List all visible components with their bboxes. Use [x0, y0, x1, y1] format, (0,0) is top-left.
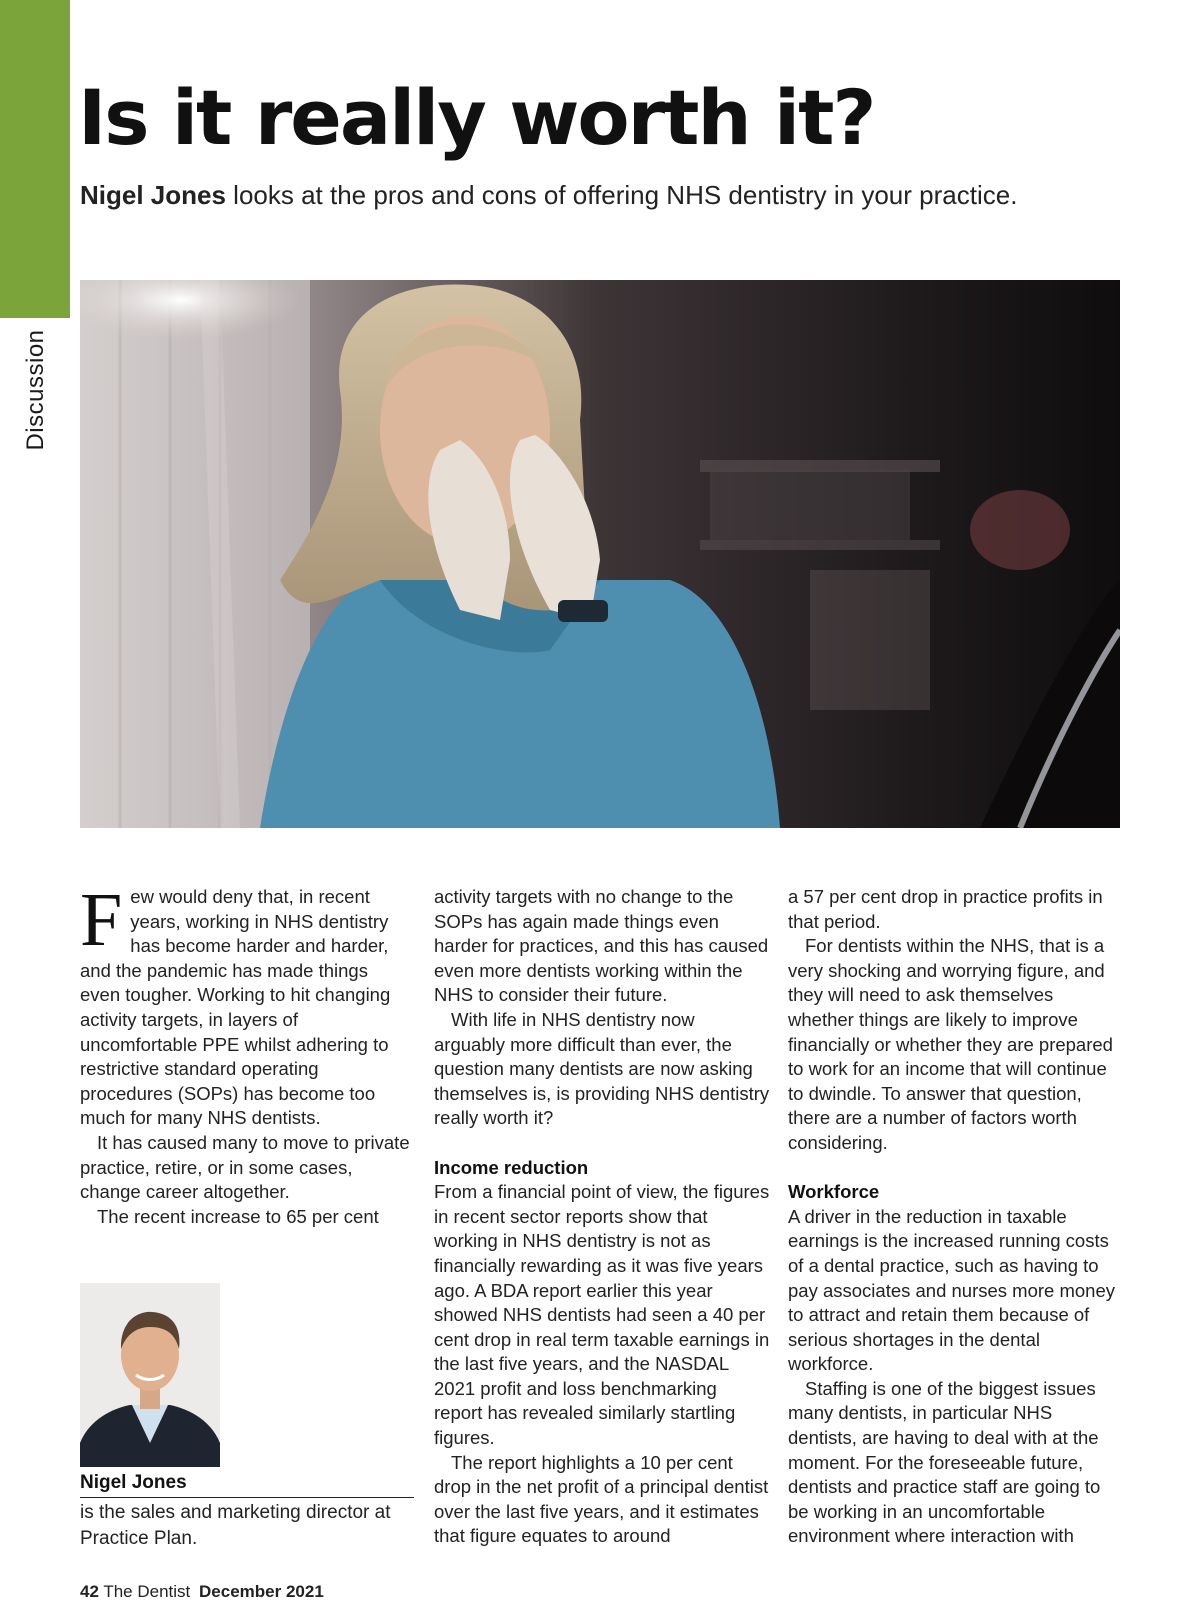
- bio-text: is the sales and marketing director at Practice Plan.: [80, 1502, 391, 1549]
- standfirst: [80, 180, 1017, 211]
- dropcap: F: [80, 878, 123, 962]
- article-paragraph: It has caused many to move to private practice, retire, or in some cases, change career altogether.: [80, 1131, 410, 1203]
- article-paragraph: With life in NHS dentistry now arguably more difficult than ever, the question many dentists are now asking themselves is, is providing NHS dentistry really worth it?: [434, 1008, 770, 1129]
- article-paragraph: From a financial point of view, the figures in recent sector reports show that working in NHS dentistry is not as financially rewarding as it was five years ago. A BDA report earlier this year showed NHS dentists had seen a 40 per cent drop in real term taxable earnings in the last five years, and the NASDAL 2021 profit and loss benchmarking report has revealed similarly startling figures.: [434, 1181, 770, 1449]
- article-paragraph: Staffing is one of the biggest issues many dentists, in particular NHS dentists, are having to deal with at the moment. For the foreseeable future, dentists and practice staff are going to be working in an uncomfortable environment where interaction with: [788, 1377, 1101, 1547]
- section-label: Discussion: [22, 329, 49, 451]
- subheading-workforce: Workforce: [788, 1181, 880, 1203]
- article-column-3: [788, 885, 1124, 1549]
- standfirst-text: looks at the pros and cons of offering NHS dentistry in your practice.: [225, 180, 1018, 210]
- article-paragraph: The report highlights a 10 per cent drop in the net profit of a principal dentist over the last five years, and it estimates that figure equates to around: [434, 1451, 769, 1547]
- article-paragraph: activity targets with no change to the SOPs has again made things even harder for practices, and this has caused even more dentists working within the NHS to consider their future.: [434, 886, 769, 1006]
- standfirst-author: Nigel Jones: [80, 180, 226, 210]
- article-paragraph: The recent increase to 65 per cent: [97, 1205, 379, 1227]
- page-number: 42: [80, 1582, 99, 1601]
- section-color-bar: [0, 0, 70, 318]
- article-paragraph: For dentists within the NHS, that is a very shocking and worrying figure, and they will need to ask themselves whether things are likely to improve financially or whether they are prepared to work for an income that will continue to dwindle. To answer that question, there are a number of factors worth considering.: [788, 935, 1113, 1153]
- page-footer: [80, 1582, 324, 1602]
- author-portrait-illustration: [80, 1283, 220, 1467]
- article-paragraph: a 57 per cent drop in practice profits in that period.: [788, 886, 1103, 932]
- author-portrait: [80, 1283, 220, 1467]
- paragraph-spacer: [434, 1131, 770, 1156]
- paragraph-text: ew would deny that, in recent years, working in NHS dentistry has become harder and harder, and the pandemic has made things even tougher. Working to hit changing activity targets, in layers of uncomfortable PPE whilst adhering to restrictive standard operating procedures (SOPs) has become too much for many NHS dentists.: [80, 886, 391, 1129]
- issue-date: December 2021: [199, 1582, 324, 1601]
- hero-photo: [80, 280, 1120, 828]
- article-column-1: [80, 878, 410, 1229]
- article-paragraph: A driver in the reduction in taxable earnings is the increased running costs of a dental practice, such as having to pay associates and nurses more money to attract and retain them because of serious shortages in the dental workforce.: [788, 1205, 1116, 1375]
- hero-photo-illustration: [80, 280, 1120, 828]
- article-paragraph: [80, 878, 410, 1131]
- bio-name: Nigel Jones: [80, 1472, 414, 1498]
- subheading-income-reduction: Income reduction: [434, 1156, 589, 1178]
- paragraph-spacer: [788, 1156, 1124, 1181]
- headline: Is it really worth it?: [78, 73, 875, 162]
- article-column-2: [434, 885, 770, 1549]
- publication-name: The Dentist: [103, 1582, 191, 1601]
